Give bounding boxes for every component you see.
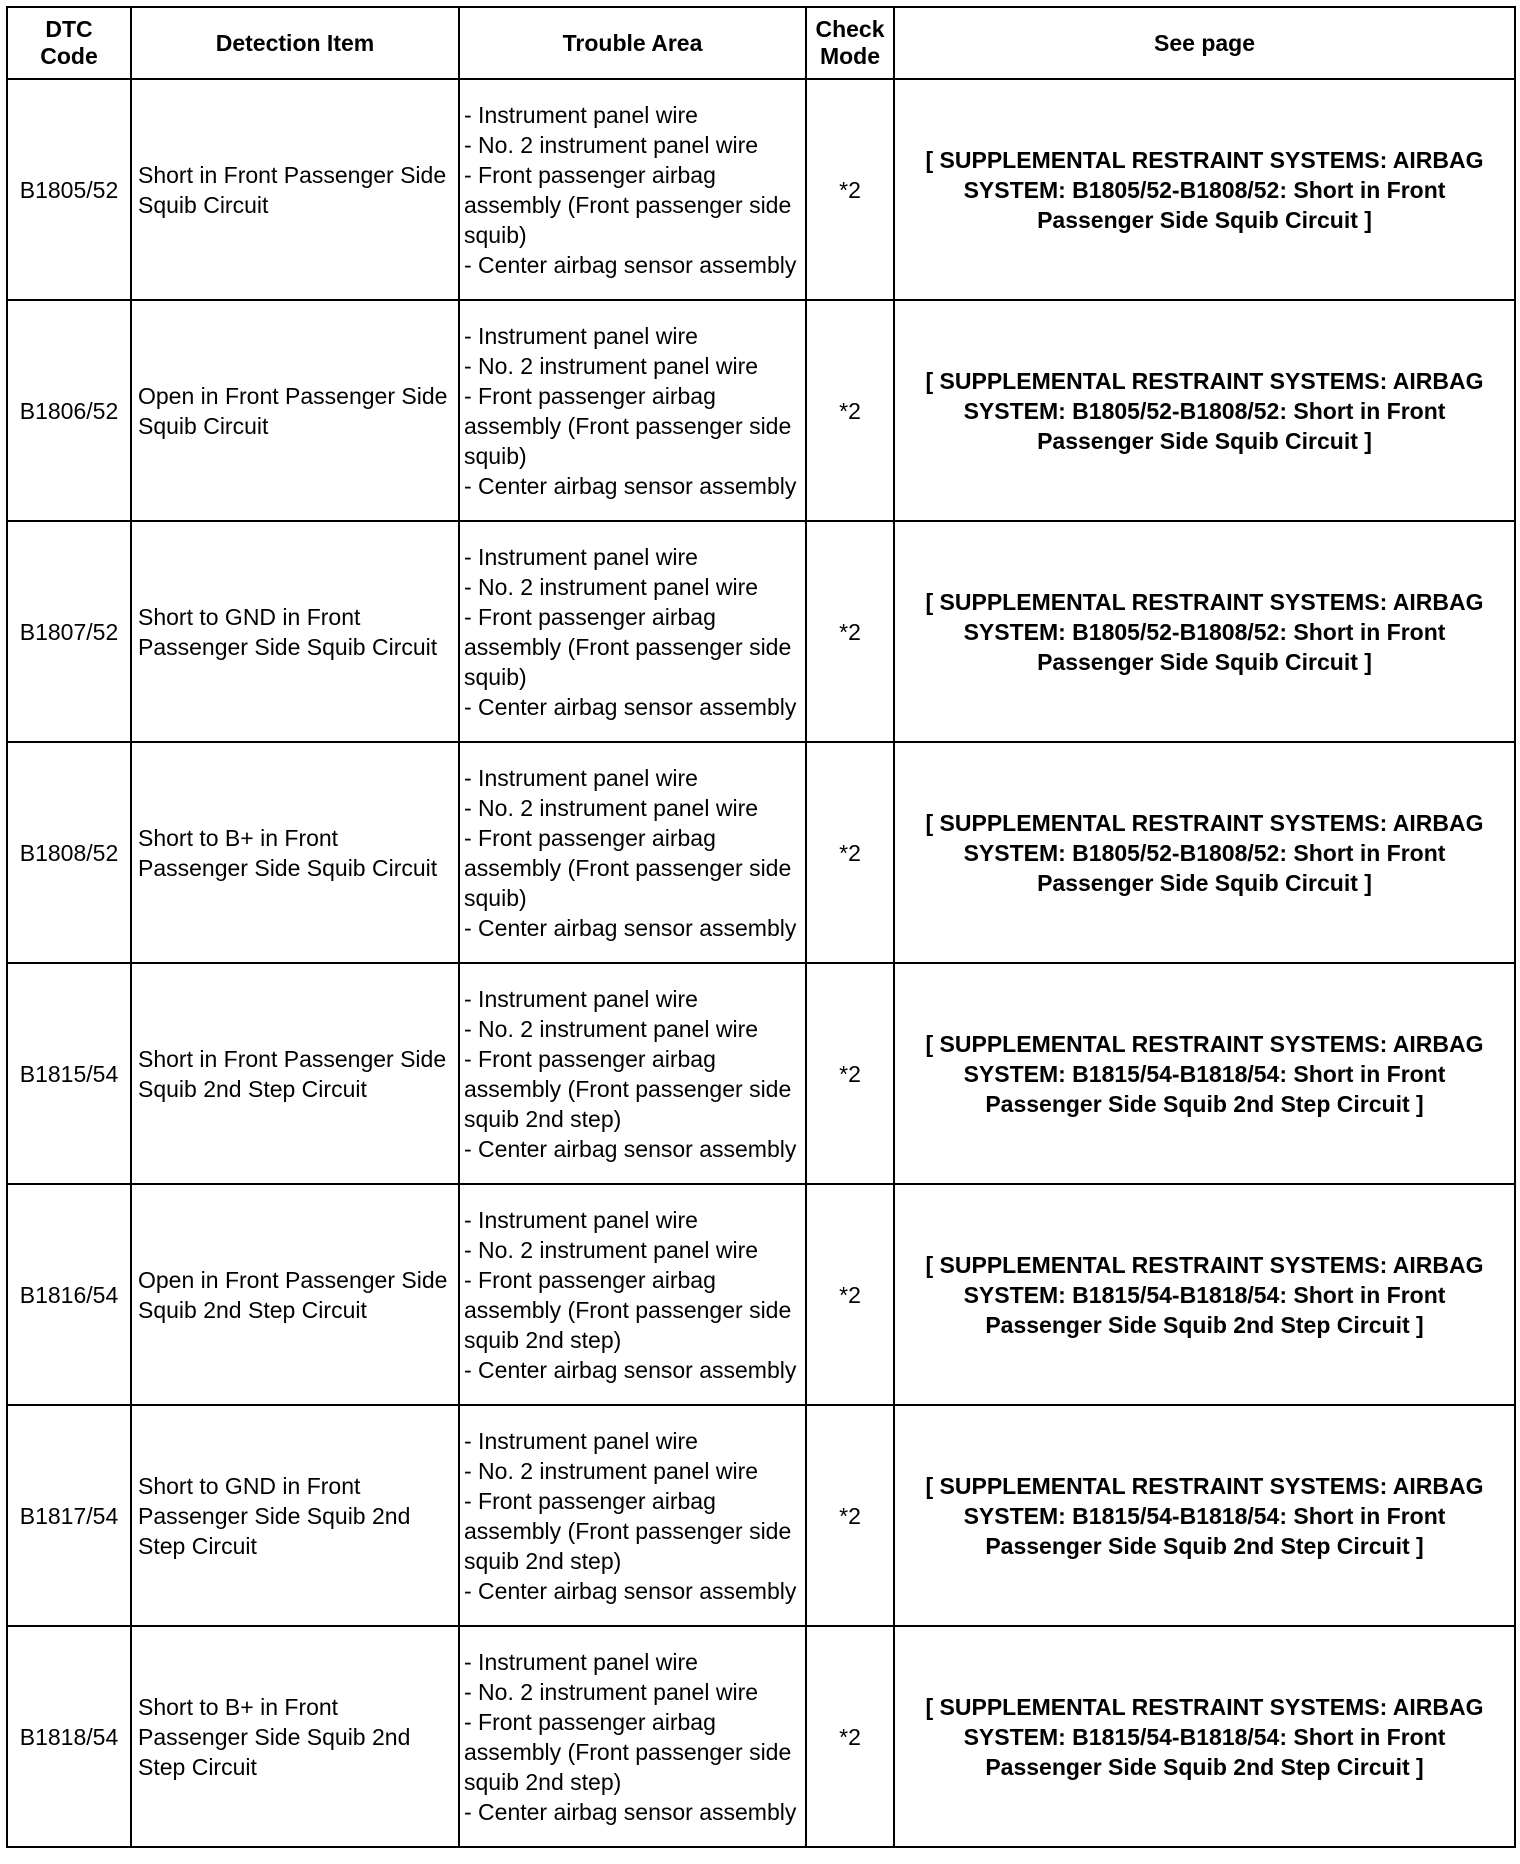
- dtc-code-cell: B1807/52: [7, 521, 131, 742]
- trouble-area-item: - Front passenger airbag assembly (Front passenger side squib 2nd step): [464, 1708, 798, 1795]
- detection-item-cell: Open in Front Passenger Side Squib 2nd Step Circuit: [131, 1184, 459, 1405]
- dtc-code-cell: B1808/52: [7, 742, 131, 963]
- detection-item-cell: Short to B+ in Front Passenger Side Squib Circuit: [131, 742, 459, 963]
- trouble-area-item: - Center airbag sensor assembly: [464, 1577, 797, 1604]
- header-dtc-code-line-1: DTC: [45, 16, 93, 42]
- check-mode-cell: *2: [806, 1184, 894, 1405]
- check-mode-cell: *2: [806, 742, 894, 963]
- table-row: [7, 300, 1515, 521]
- table-row: [7, 1184, 1515, 1405]
- dtc-table-page: [6, 6, 1514, 1858]
- table-row: [7, 79, 1515, 300]
- check-mode-cell: *2: [806, 1405, 894, 1626]
- detection-item-cell: Short in Front Passenger Side Squib Circuit: [131, 79, 459, 300]
- trouble-area-item: - Front passenger airbag assembly (Front passenger side squib): [464, 603, 798, 690]
- trouble-area-cell: [459, 300, 806, 521]
- dtc-table: [6, 6, 1516, 1848]
- table-row: [7, 1626, 1515, 1847]
- header-check-mode: [806, 7, 894, 79]
- trouble-area-item: - Instrument panel wire: [464, 1427, 698, 1454]
- trouble-area-item: - Center airbag sensor assembly: [464, 1798, 797, 1825]
- trouble-area-cell: [459, 742, 806, 963]
- header-trouble-area: Trouble Area: [459, 7, 806, 79]
- trouble-area-item: - No. 2 instrument panel wire: [464, 1236, 759, 1263]
- check-mode-cell: *2: [806, 1626, 894, 1847]
- trouble-area-item: - No. 2 instrument panel wire: [464, 1678, 759, 1705]
- trouble-area-cell: [459, 1405, 806, 1626]
- trouble-area-cell: [459, 963, 806, 1184]
- trouble-area-item: - No. 2 instrument panel wire: [464, 794, 759, 821]
- header-check-mode-line-1: Check: [815, 16, 885, 42]
- detection-item-cell: Short in Front Passenger Side Squib 2nd Step Circuit: [131, 963, 459, 1184]
- dtc-code-cell: B1818/54: [7, 1626, 131, 1847]
- table-row: [7, 742, 1515, 963]
- trouble-area-cell: [459, 521, 806, 742]
- see-page-link[interactable]: [ SUPPLEMENTAL RESTRAINT SYSTEMS: AIRBAG SYSTEM: B1815/54-B1818/54: Short in Front Passenger Side Squib 2nd Step Circuit ]: [894, 963, 1515, 1184]
- see-page-link[interactable]: [ SUPPLEMENTAL RESTRAINT SYSTEMS: AIRBAG SYSTEM: B1815/54-B1818/54: Short in Front Passenger Side Squib 2nd Step Circuit ]: [894, 1626, 1515, 1847]
- trouble-area-item: - No. 2 instrument panel wire: [464, 1457, 759, 1484]
- trouble-area-item: - Center airbag sensor assembly: [464, 251, 797, 278]
- check-mode-cell: *2: [806, 963, 894, 1184]
- trouble-area-item: - Instrument panel wire: [464, 1648, 698, 1675]
- see-page-link[interactable]: [ SUPPLEMENTAL RESTRAINT SYSTEMS: AIRBAG SYSTEM: B1805/52-B1808/52: Short in Front Passenger Side Squib Circuit ]: [894, 79, 1515, 300]
- dtc-code-cell: B1815/54: [7, 963, 131, 1184]
- trouble-area-item: - Instrument panel wire: [464, 1206, 698, 1233]
- table-row: [7, 963, 1515, 1184]
- see-page-link[interactable]: [ SUPPLEMENTAL RESTRAINT SYSTEMS: AIRBAG SYSTEM: B1815/54-B1818/54: Short in Front Passenger Side Squib 2nd Step Circuit ]: [894, 1184, 1515, 1405]
- trouble-area-item: - Front passenger airbag assembly (Front passenger side squib 2nd step): [464, 1045, 798, 1132]
- see-page-link[interactable]: [ SUPPLEMENTAL RESTRAINT SYSTEMS: AIRBAG SYSTEM: B1805/52-B1808/52: Short in Front Passenger Side Squib Circuit ]: [894, 742, 1515, 963]
- table-row: [7, 521, 1515, 742]
- trouble-area-item: - No. 2 instrument panel wire: [464, 131, 759, 158]
- dtc-code-cell: B1806/52: [7, 300, 131, 521]
- check-mode-cell: *2: [806, 300, 894, 521]
- trouble-area-cell: [459, 1184, 806, 1405]
- trouble-area-item: - Center airbag sensor assembly: [464, 914, 797, 941]
- header-dtc-code-line-2: Code: [40, 43, 98, 69]
- header-see-page: See page: [894, 7, 1515, 79]
- trouble-area-item: - Instrument panel wire: [464, 985, 698, 1012]
- trouble-area-item: - Center airbag sensor assembly: [464, 1135, 797, 1162]
- dtc-code-cell: B1817/54: [7, 1405, 131, 1626]
- trouble-area-item: - Front passenger airbag assembly (Front passenger side squib): [464, 382, 798, 469]
- check-mode-cell: *2: [806, 521, 894, 742]
- detection-item-cell: Short to GND in Front Passenger Side Squib 2nd Step Circuit: [131, 1405, 459, 1626]
- trouble-area-cell: [459, 1626, 806, 1847]
- header-check-mode-line-2: Mode: [819, 43, 881, 69]
- header-detection-item: Detection Item: [131, 7, 459, 79]
- table-body: [7, 79, 1515, 1847]
- trouble-area-item: - Instrument panel wire: [464, 322, 698, 349]
- trouble-area-item: - Front passenger airbag assembly (Front passenger side squib 2nd step): [464, 1487, 798, 1574]
- see-page-link[interactable]: [ SUPPLEMENTAL RESTRAINT SYSTEMS: AIRBAG SYSTEM: B1805/52-B1808/52: Short in Front Passenger Side Squib Circuit ]: [894, 521, 1515, 742]
- table-header-row: [7, 7, 1515, 79]
- header-dtc-code: [7, 7, 131, 79]
- trouble-area-cell: [459, 79, 806, 300]
- check-mode-cell: *2: [806, 79, 894, 300]
- see-page-link[interactable]: [ SUPPLEMENTAL RESTRAINT SYSTEMS: AIRBAG SYSTEM: B1805/52-B1808/52: Short in Front Passenger Side Squib Circuit ]: [894, 300, 1515, 521]
- dtc-code-cell: B1816/54: [7, 1184, 131, 1405]
- trouble-area-item: - Instrument panel wire: [464, 543, 698, 570]
- detection-item-cell: Open in Front Passenger Side Squib Circuit: [131, 300, 459, 521]
- trouble-area-item: - Front passenger airbag assembly (Front passenger side squib): [464, 824, 798, 911]
- trouble-area-item: - No. 2 instrument panel wire: [464, 1015, 759, 1042]
- see-page-link[interactable]: [ SUPPLEMENTAL RESTRAINT SYSTEMS: AIRBAG SYSTEM: B1815/54-B1818/54: Short in Front Passenger Side Squib 2nd Step Circuit ]: [894, 1405, 1515, 1626]
- trouble-area-item: - No. 2 instrument panel wire: [464, 352, 759, 379]
- trouble-area-item: - Instrument panel wire: [464, 101, 698, 128]
- dtc-code-cell: B1805/52: [7, 79, 131, 300]
- detection-item-cell: Short to B+ in Front Passenger Side Squib 2nd Step Circuit: [131, 1626, 459, 1847]
- trouble-area-item: - Center airbag sensor assembly: [464, 472, 797, 499]
- table-row: [7, 1405, 1515, 1626]
- trouble-area-item: - No. 2 instrument panel wire: [464, 573, 759, 600]
- trouble-area-item: - Front passenger airbag assembly (Front passenger side squib): [464, 161, 798, 248]
- detection-item-cell: Short to GND in Front Passenger Side Squib Circuit: [131, 521, 459, 742]
- trouble-area-item: - Instrument panel wire: [464, 764, 698, 791]
- trouble-area-item: - Center airbag sensor assembly: [464, 1356, 797, 1383]
- trouble-area-item: - Front passenger airbag assembly (Front passenger side squib 2nd step): [464, 1266, 798, 1353]
- trouble-area-item: - Center airbag sensor assembly: [464, 693, 797, 720]
